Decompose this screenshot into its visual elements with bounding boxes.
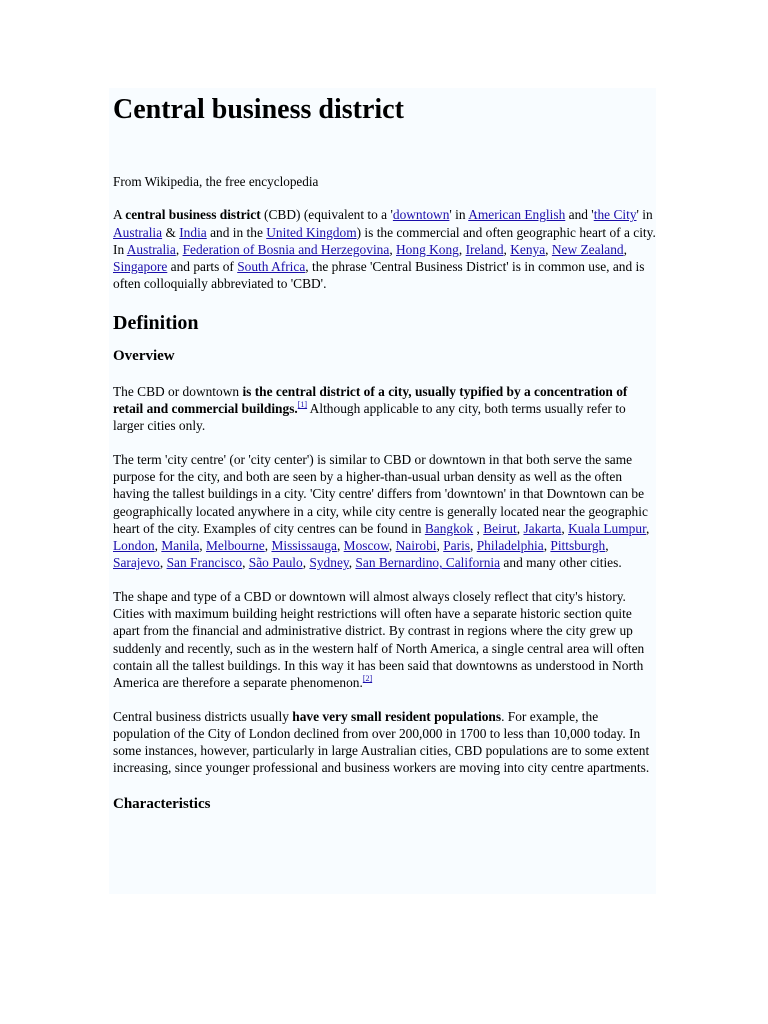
text-run: The term 'city centre' (or 'city center') is similar to CBD or downtown in that both serve the same purpose for the city, and both are seen by a higher-than-usual urban density as well as the often having the tallest buildings in a city. 'City centre' differs from 'downtown' in that Downtown can be geographically located anywhere in a city, while city centre is generally located near the geographic heart of the city. Examples of city centres can be found in bbox=[113, 451, 648, 536]
bold-text: have very small resident populations bbox=[292, 708, 502, 724]
text-run: ) is the commercial and often geographic heart of a city. In bbox=[113, 224, 656, 257]
text-run: , bbox=[561, 520, 569, 536]
subsection-heading-characteristics: Characteristics bbox=[113, 795, 211, 812]
text-run: , bbox=[458, 241, 466, 257]
wiki-link[interactable]: Hong Kong bbox=[396, 241, 459, 257]
text-run: , bbox=[388, 538, 396, 554]
text-run: , the phrase 'Central Business District' is in common use, and is often colloquially abbreviated to 'CBD'. bbox=[113, 259, 645, 292]
reference-link[interactable]: [1] bbox=[297, 400, 308, 410]
text-run: (CBD) (equivalent to a ' bbox=[260, 207, 393, 223]
text-run: . For example, the population of the City of London declined from over 200,000 in 1700 to less than 10,000 today. In some instances, however, particularly in large Australian cities, CBD populations are to some extent increasing, since younger professional and business workers are moving into city centre apartments. bbox=[113, 708, 650, 776]
bold-text: is the central district of a city, usually typified by a concentration of retail and commercial buildings. bbox=[113, 383, 628, 417]
wiki-link[interactable]: the City bbox=[593, 207, 637, 223]
bold-text: central business district bbox=[125, 207, 261, 223]
wiki-link[interactable]: American English bbox=[468, 207, 566, 223]
text-run: , bbox=[646, 520, 650, 536]
text-run: , bbox=[154, 538, 162, 554]
wiki-link[interactable]: Philadelphia bbox=[476, 538, 544, 554]
text-run: ' in bbox=[636, 207, 653, 223]
wiki-link[interactable]: downtown bbox=[392, 207, 450, 223]
wiki-link[interactable]: Sarajevo bbox=[113, 555, 160, 571]
text-run: , bbox=[348, 555, 356, 571]
wiki-link[interactable]: São Paulo bbox=[248, 555, 303, 571]
text-run: & bbox=[162, 224, 180, 240]
wiki-link[interactable]: Mississauga bbox=[271, 538, 337, 554]
text-run: , bbox=[242, 555, 249, 571]
article-body bbox=[113, 90, 657, 814]
wiki-link[interactable]: South Africa bbox=[237, 259, 306, 275]
wiki-link[interactable]: Kuala Lumpur bbox=[568, 520, 646, 536]
text-run: , bbox=[545, 241, 552, 257]
text-run: and many other cities. bbox=[500, 555, 622, 571]
text-run: and ' bbox=[565, 207, 594, 223]
text-run: , bbox=[543, 538, 551, 554]
text-run: A bbox=[113, 207, 126, 223]
intro-paragraph bbox=[113, 206, 657, 292]
wiki-link[interactable]: Kenya bbox=[510, 241, 546, 257]
wiki-link[interactable]: Australia bbox=[126, 241, 176, 257]
text-run: , bbox=[389, 241, 397, 257]
wiki-link[interactable]: Paris bbox=[443, 538, 471, 554]
wiki-link[interactable]: Manila bbox=[161, 538, 200, 554]
article-tagline: From Wikipedia, the free encyclopedia bbox=[113, 174, 319, 189]
text-run: Although applicable to any city, both terms usually refer to larger cities only. bbox=[113, 401, 626, 434]
text-run: , bbox=[470, 538, 477, 554]
text-run: The CBD or downtown bbox=[113, 383, 243, 399]
wiki-link[interactable]: Ireland bbox=[465, 241, 504, 257]
overview-paragraph-4 bbox=[113, 708, 657, 777]
wiki-link[interactable]: Federation of Bosnia and Herzegovina bbox=[182, 241, 390, 257]
text-run: The shape and type of a CBD or downtown will almost always closely reflect that city's history. Cities with maximum building height restrictions will often have a separate historic section quite apart from the financial and administrative district. By contrast in regions where the city grew up suddenly and recently, such as in the western half of North America, a single central area will often contain all the tallest buildings. In this way it has been said that downtowns as understood in North America are therefore a separate phenomenon. bbox=[113, 588, 645, 691]
wiki-link[interactable]: United Kingdom bbox=[266, 224, 357, 240]
text-run: , bbox=[436, 538, 444, 554]
text-run: and in the bbox=[206, 224, 267, 240]
wiki-link[interactable]: Sydney bbox=[309, 555, 349, 571]
wiki-link[interactable]: San Bernardino, California bbox=[355, 555, 501, 571]
wiki-link[interactable]: San Francisco bbox=[166, 555, 243, 571]
wiki-link[interactable]: Beirut bbox=[483, 520, 517, 536]
wiki-link[interactable]: Singapore bbox=[113, 259, 168, 275]
reference-link[interactable]: [2] bbox=[362, 674, 373, 684]
text-run: ' in bbox=[449, 207, 469, 223]
wiki-link[interactable]: London bbox=[113, 538, 155, 554]
wiki-link[interactable]: Moscow bbox=[343, 538, 389, 554]
text-run: , bbox=[503, 241, 511, 257]
wiki-link[interactable]: India bbox=[179, 224, 207, 240]
text-run: , bbox=[199, 538, 206, 554]
wiki-link[interactable]: Jakarta bbox=[523, 520, 562, 536]
text-run: , bbox=[302, 555, 310, 571]
wiki-link[interactable]: Melbourne bbox=[206, 538, 265, 554]
text-run: , bbox=[336, 538, 344, 554]
text-run: , bbox=[516, 520, 524, 536]
text-run: Central business districts usually bbox=[113, 708, 293, 724]
text-run: and parts of bbox=[167, 259, 238, 275]
wiki-link[interactable]: Pittsburgh bbox=[550, 538, 606, 554]
wiki-link[interactable]: New Zealand bbox=[551, 241, 624, 257]
wiki-link[interactable]: Bangkok bbox=[424, 520, 474, 536]
article-title: Central business district bbox=[113, 94, 404, 125]
overview-paragraph-2 bbox=[113, 451, 657, 572]
text-run: , bbox=[473, 520, 484, 536]
text-run: , bbox=[623, 241, 627, 257]
overview-paragraph-3 bbox=[113, 588, 657, 692]
text-run: , bbox=[159, 555, 167, 571]
section-heading-definition: Definition bbox=[113, 311, 199, 334]
text-run: , bbox=[264, 538, 272, 554]
text-run: , bbox=[175, 241, 183, 257]
wiki-link[interactable]: Nairobi bbox=[395, 538, 437, 554]
wiki-link[interactable]: Australia bbox=[113, 224, 163, 240]
text-run: , bbox=[605, 538, 609, 554]
overview-paragraph-1 bbox=[113, 383, 657, 435]
subsection-heading-overview: Overview bbox=[113, 347, 175, 364]
